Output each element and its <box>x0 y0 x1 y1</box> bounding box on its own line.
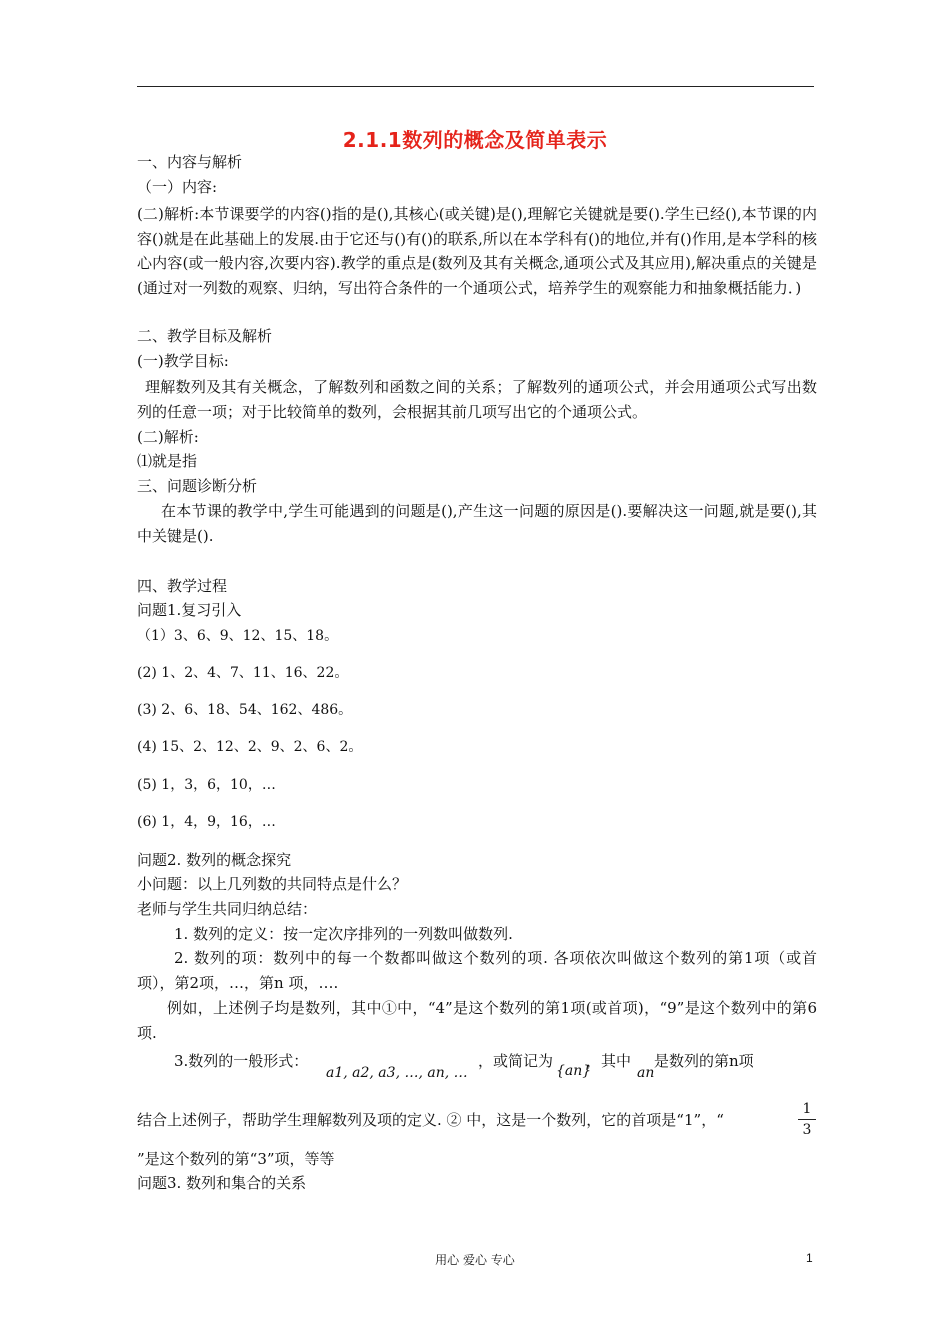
header-rule <box>137 86 814 87</box>
page-number: 1 <box>806 1251 813 1265</box>
section-1-sub1: （一）内容: <box>137 178 218 196</box>
definition-2: 2. 数列的项：数列中的每一个数都叫做这个数列的项. 各项依次叫做这个数列的第1项（或首项），第2项，…，第n 项，…. <box>137 949 817 992</box>
sequence-5: (5) 1，3，6，10，… <box>137 777 276 793</box>
sequence-2: (2) 1、2、4、7、11、16、22。 <box>137 665 349 681</box>
fraction-one-third <box>798 1101 816 1138</box>
section-2-item1: ⑴就是指 <box>137 452 198 470</box>
question-2: 问题2. 数列的概念探究 <box>137 851 292 869</box>
section-2-heading: 二、教学目标及解析 <box>137 327 273 345</box>
general-form-formula: a1, a2, a3, …, an, … <box>326 1065 468 1081</box>
section-3-paragraph: 在本节课的教学中,学生可能遇到的问题是(),产生这一问题的原因是().要解决这一问题,就是要(),其中关键是(). <box>137 502 817 545</box>
sequence-1: （1）3、6、9、12、15、18。 <box>137 628 339 644</box>
section-2-sub1: (一)教学目标: <box>137 352 229 370</box>
definition-3-mid: ，或简记为 <box>478 1052 554 1070</box>
section-2-sub2: (二)解析: <box>137 428 199 446</box>
footer-motto: 用心 爱心 专心 <box>435 1253 515 1267</box>
fraction-numerator: 1 <box>802 1101 812 1117</box>
sequence-3: (3) 2、6、18、54、162、486。 <box>137 702 353 718</box>
sequence-notation: {an} <box>556 1063 592 1079</box>
fraction-bar <box>798 1119 816 1120</box>
definition-3-end: 是数列的第n项 <box>654 1052 754 1070</box>
definition-3-label: 3.数列的一般形式： <box>174 1052 309 1070</box>
sequence-6: (6) 1，4，9，16，… <box>137 814 276 830</box>
definition-3-mid2: ，其中 <box>586 1052 632 1070</box>
section-3-heading: 三、问题诊断分析 <box>137 477 258 495</box>
question-3: 问题3. 数列和集合的关系 <box>137 1174 307 1192</box>
example-paragraph: 例如，上述例子均是数列，其中①中，“4”是这个数列的第1项(或首项)，“9”是这个数列中的第6项. <box>137 999 817 1042</box>
page-title: 2.1.1数列的概念及简单表示 <box>342 128 608 152</box>
section-1-heading: 一、内容与解析 <box>137 153 243 171</box>
small-question: 小问题：以上几列数的共同特点是什么？ <box>137 875 408 893</box>
sequence-4: (4) 15、2、12、2、9、2、6、2。 <box>137 739 363 755</box>
summary-intro: 老师与学生共同归纳总结： <box>137 900 318 918</box>
section-2-goals: 理解数列及其有关概念，了解数列和函数之间的关系；了解数列的通项公式，并会用通项公式写出数列的任意一项；对于比较简单的数列，会根据其前几项写出它的个通项公式。 <box>137 378 817 421</box>
question-1: 问题1.复习引入 <box>137 601 242 619</box>
section-1-analysis: (二)解析:本节课要学的内容()指的是(),其核心(或关键)是(),理解它关键就是要().学生已经(),本节课的内容()就是在此基础上的发展.由于它还与()有()的联系,所以在本学科有()的地位,并有()作用,是本学科的核心内容(或一般内容,次要内容).教学的重点是(数列及其有关概念,通项公式及其应用),解决重点的关键是(通过对一列数的观察、归纳，写出符合条件的一个通项公式，培养学生的观察能力和抽象概括能力．) <box>137 205 817 297</box>
fraction-denominator: 3 <box>802 1122 812 1138</box>
definition-1: 1. 数列的定义：按一定次序排列的一列数叫做数列. <box>174 925 513 943</box>
section-4-heading: 四、教学过程 <box>137 577 228 595</box>
term-an: an <box>637 1065 655 1081</box>
combine-line-b: ”是这个数列的第“3”项，等等 <box>137 1150 335 1168</box>
combine-line-a: 结合上述例子，帮助学生理解数列及项的定义. ② 中，这是一个数列，它的首项是“1”，“ <box>137 1111 724 1129</box>
